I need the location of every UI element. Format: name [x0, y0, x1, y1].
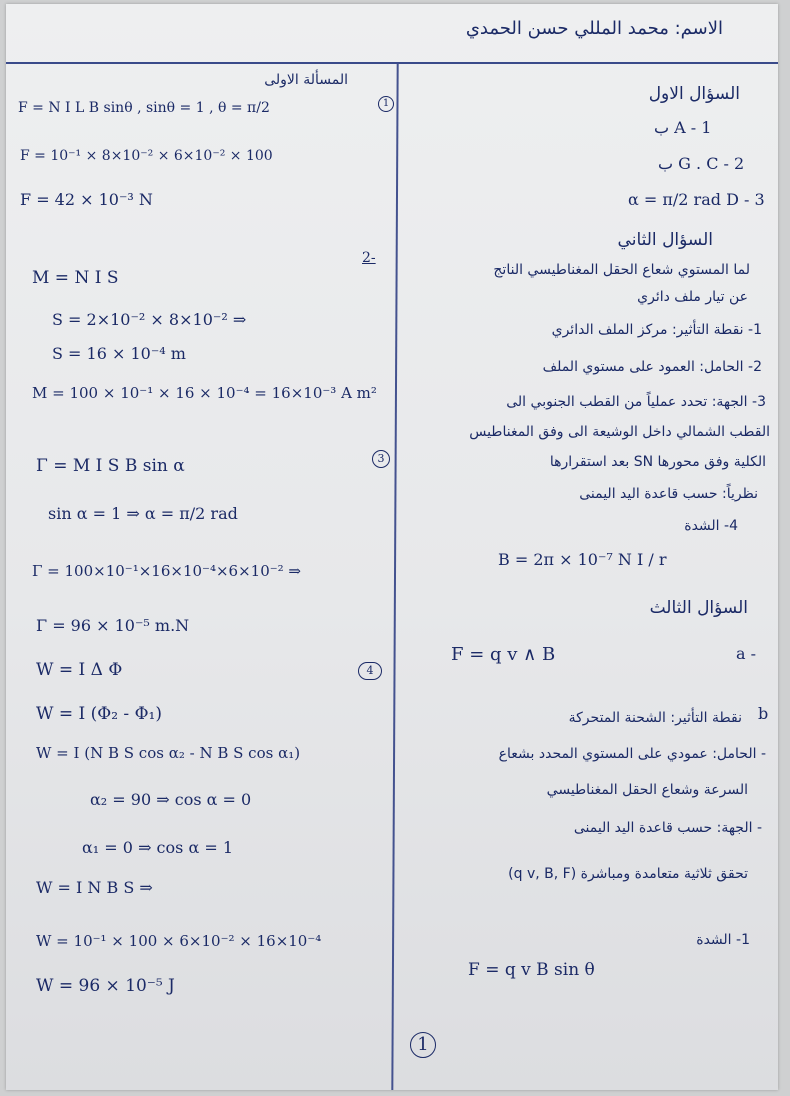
q3-b-line-4: - الجهة: حسب قاعدة اليد اليمنى: [573, 820, 762, 836]
b-field-formula: B = 2π × 10⁻⁷ N I / r: [498, 550, 667, 569]
calc-line-11: Γ = 96 × 10⁻⁵ m.N: [36, 616, 190, 635]
calc-line-4: M = N I S: [32, 268, 119, 288]
q3-intensity-formula: F = q v B sin θ: [468, 960, 595, 980]
calc-line-10: Γ = 100×10⁻¹×16×10⁻⁴×6×10⁻² ⇒: [32, 562, 302, 580]
q3-b-line-2: - الحامل: عمودي على المستوي المحدد بشعاع: [498, 746, 766, 762]
q3-a-label: a -: [736, 644, 757, 663]
q2-line-9: 4- الشدة: [684, 518, 738, 534]
q1-item-2: ب G . C - 2: [658, 154, 745, 173]
marker-4: 4: [358, 662, 382, 680]
student-name: الاسم: محمد المللي حسن الحمدي: [465, 18, 723, 39]
calc-line-7: M = 100 × 10⁻¹ × 16 × 10⁻⁴ = 16×10⁻³ A m²: [32, 384, 377, 402]
calc-line-13: W = I (Φ₂ - Φ₁): [36, 704, 162, 724]
q2-title: السؤال الثاني: [617, 230, 713, 250]
marker-2: 2-: [362, 250, 376, 266]
calc-line-15: α₂ = 90 ⇒ cos α = 0: [90, 790, 252, 809]
q1-title: السؤال الاول: [648, 84, 740, 104]
q3-intensity: 1- الشدة: [696, 932, 750, 948]
page-number: 1: [410, 1032, 436, 1058]
q3-b-label: b: [758, 704, 769, 723]
q2-line-4: 2- الحامل: العمود على مستوي الملف: [542, 359, 762, 375]
calc-line-19: W = 96 × 10⁻⁵ J: [36, 976, 175, 996]
q2-line-2: عن تيار ملف دائري: [637, 289, 748, 305]
q2-line-7: الكلية وفق محورها SN بعد استقرارها: [549, 454, 766, 470]
header-divider: [6, 62, 778, 64]
calc-line-12: W = I Δ Φ: [36, 660, 123, 680]
q3-b-line-1: نقطة التأثير: الشحنة المتحركة: [568, 710, 742, 726]
answer-sheet: [6, 4, 778, 1090]
marker-1: 1: [378, 96, 394, 112]
calc-line-3: F = 42 × 10⁻³ N: [20, 190, 153, 209]
calc-line-9: sin α = 1 ⇒ α = π/2 rad: [48, 504, 238, 523]
calc-line-14: W = I (N B S cos α₂ - N B S cos α₁): [36, 744, 301, 762]
calc-line-1: F = N I L B sinθ , sinθ = 1 , θ = π/2: [18, 100, 270, 116]
q1-item-3: α = π/2 rad D - 3: [628, 190, 765, 209]
q3-b-line-5: تحقق ثلاثية متعامدة ومباشرة (q v, B, F): [508, 866, 748, 882]
column-divider: [391, 64, 398, 1090]
q3-title: السؤال الثالث: [649, 598, 748, 618]
q2-line-8: نظرياً: حسب قاعدة اليد اليمنى: [579, 486, 758, 502]
q2-line-5: 3- الجهة: تحدد عملياً من القطب الجنوبي الى: [506, 394, 766, 410]
q2-line-6: القطب الشمالي داخل الوشيعة الى وفق المغناطيس: [469, 424, 770, 440]
q3-b-line-3: السرعة وشعاع الحقل المغناطيسي: [546, 782, 748, 798]
calc-line-18: W = 10⁻¹ × 100 × 6×10⁻² × 16×10⁻⁴: [36, 932, 322, 950]
q3-a-formula: F = q v ∧ B: [451, 644, 556, 665]
q4-title: المسألة الاولى: [264, 72, 348, 88]
marker-3: 3: [372, 450, 390, 468]
q1-item-1: ب A - 1: [654, 118, 712, 137]
calc-line-8: Γ = M I S B sin α: [36, 456, 185, 476]
q2-line-3: 1- نقطة التأثير: مركز الملف الدائري: [551, 322, 762, 338]
calc-line-5: S = 2×10⁻² × 8×10⁻² ⇒: [52, 310, 247, 329]
q2-line-1: لما المستوي شعاع الحقل المغناطيسي الناتج: [493, 262, 750, 278]
calc-line-2: F = 10⁻¹ × 8×10⁻² × 6×10⁻² × 100: [20, 148, 273, 164]
calc-line-6: S = 16 × 10⁻⁴ m: [52, 344, 186, 363]
calc-line-17: W = I N B S ⇒: [36, 878, 153, 897]
calc-line-16: α₁ = 0 ⇒ cos α = 1: [82, 838, 234, 857]
